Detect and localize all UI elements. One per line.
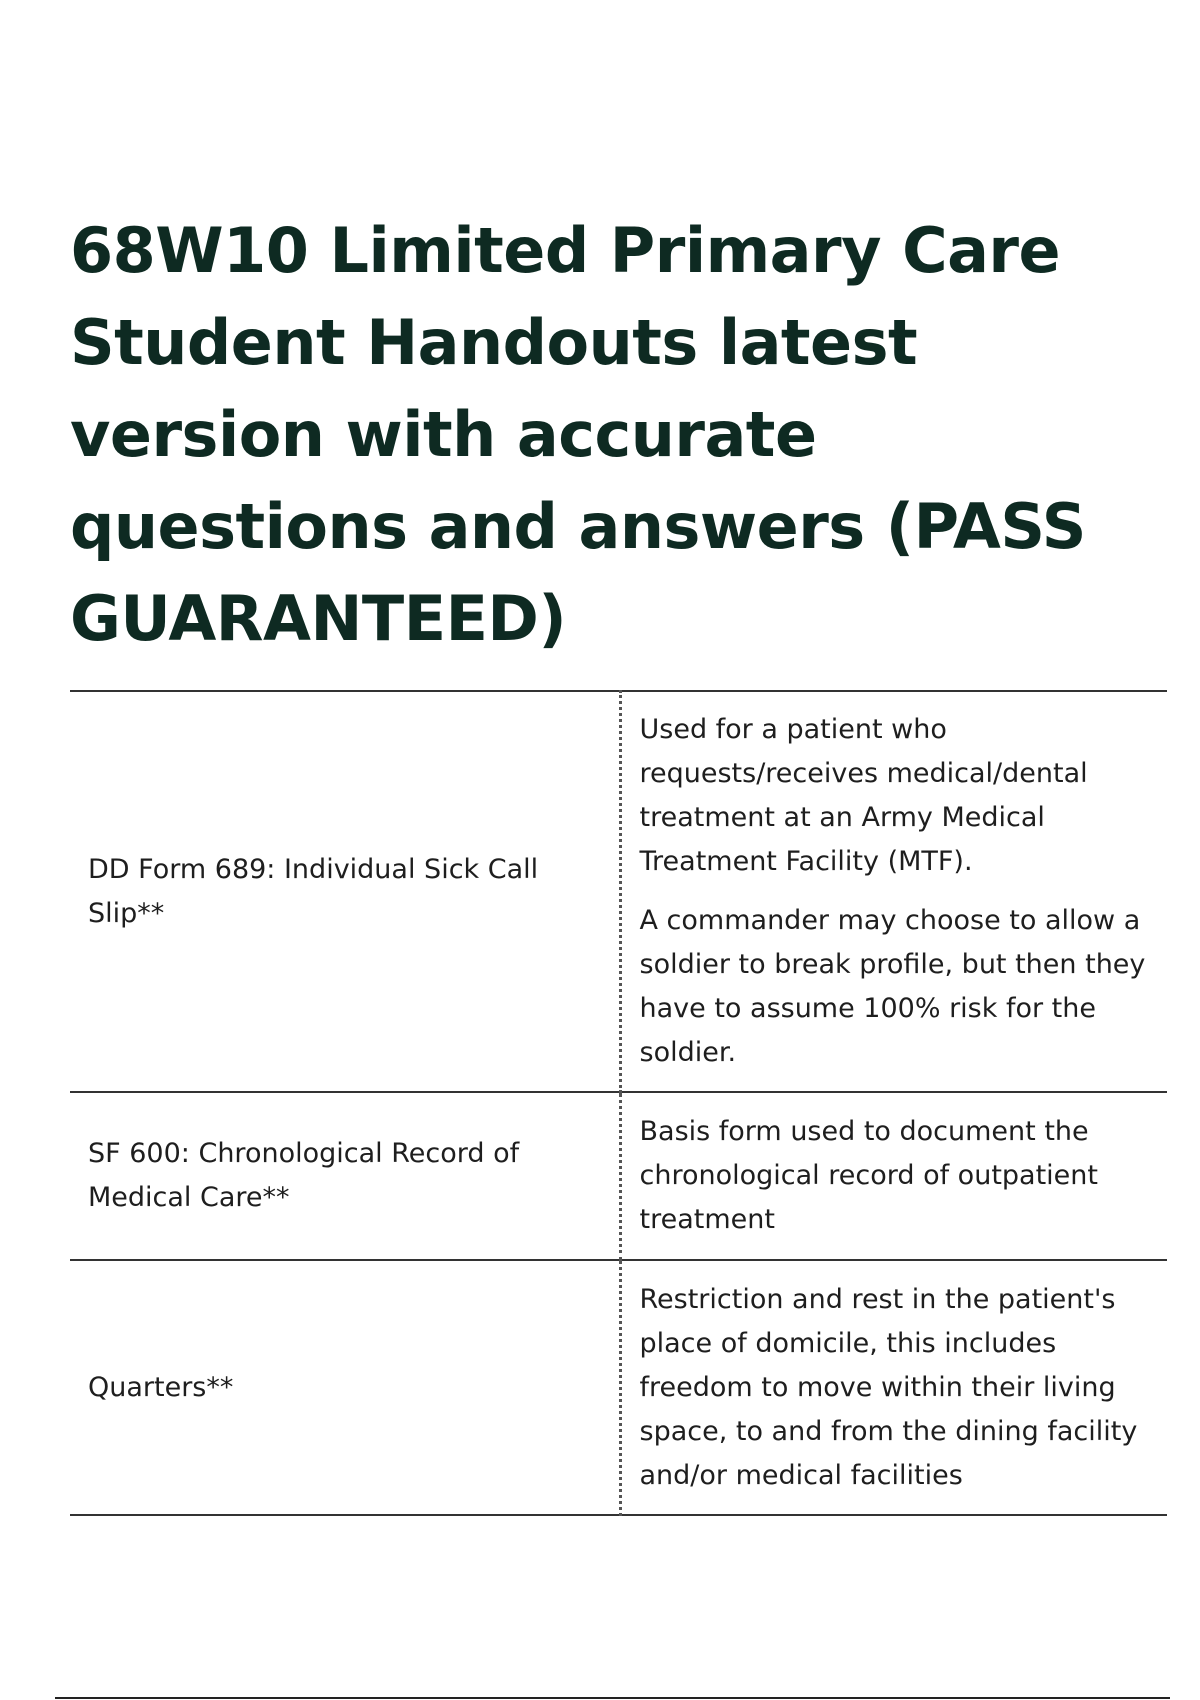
table-row: [70, 1092, 1167, 1260]
definition-cell: [620, 1260, 1167, 1515]
definition-cell: [620, 1092, 1167, 1260]
definition-paragraph: A commander may choose to allow a soldier to break profile, but then they have to assume 100% risk for the soldier.: [639, 905, 1146, 1068]
term-cell: Quarters**: [70, 1260, 620, 1515]
table-row: [70, 691, 1167, 1092]
term-cell: SF 600: Chronological Record of Medical Care**: [70, 1092, 620, 1260]
qa-table: [70, 690, 1167, 1516]
term-cell: DD Form 689: Individual Sick Call Slip**: [70, 691, 620, 1092]
definition-paragraph: Basis form used to document the chronological record of outpatient treatment: [639, 1116, 1098, 1235]
footer-divider: [55, 1697, 1170, 1699]
definition-paragraph: Used for a patient who requests/receives medical/dental treatment at an Army Medical Treatment Facility (MTF).: [639, 714, 1088, 877]
table-row: [70, 1260, 1167, 1515]
page-title: 68W10 Limited Primary Care Student Handouts latest version with accurate questions and answers (PASS GUARANTEED): [70, 214, 1086, 655]
definition-cell: [620, 691, 1167, 1092]
definition-paragraph: Restriction and rest in the patient's place of domicile, this includes freedom to move within their living space, to and from the dining facility and/or medical facilities: [639, 1283, 1138, 1491]
